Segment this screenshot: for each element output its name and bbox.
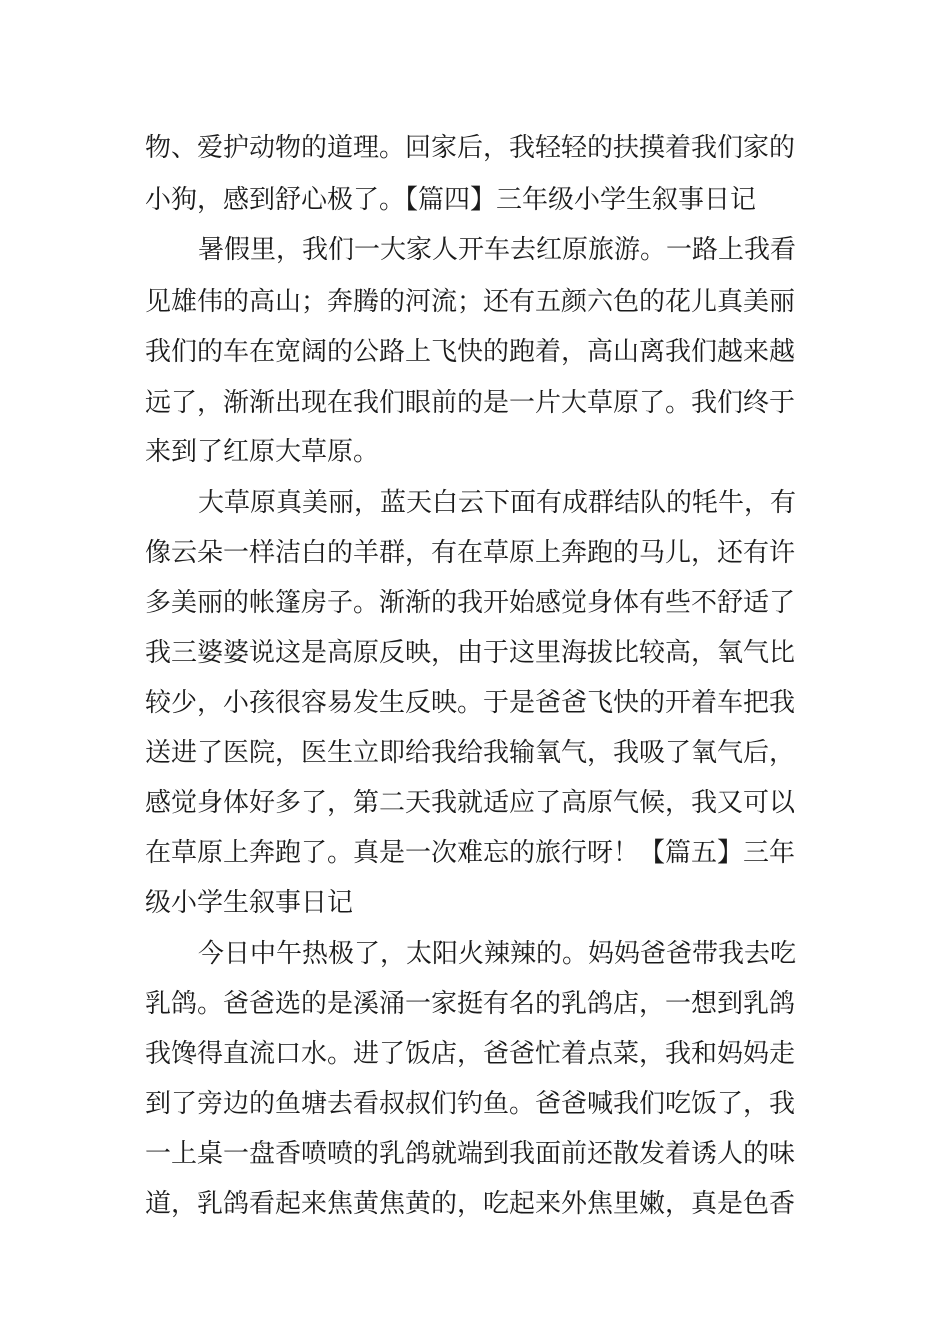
text-line: 多美丽的帐篷房子。渐渐的我开始感觉身体有些不舒适了 [145, 588, 796, 618]
text-line: 感觉身体好多了，第二天我就适应了高原气候，我又可以 [145, 788, 796, 818]
text-line: 我们的车在宽阔的公路上飞快的跑着，高山离我们越来越 [145, 337, 796, 367]
text-line: 来到了红原大草原。 [145, 437, 380, 467]
text-line: 道，乳鸽看起来焦黄焦黄的，吃起来外焦里嫩，真是色香 [145, 1189, 796, 1219]
text-line: 我三婆婆说这是高原反映，由于这里海拔比较高，氧气比 [145, 638, 796, 668]
text-line: 送进了医院，医生立即给我给我输氧气，我吸了氧气后， [145, 738, 796, 768]
text-line: 远了，渐渐出现在我们眼前的是一片大草原了。我们终于 [145, 388, 796, 418]
text-line: 级小学生叙事日记 [145, 888, 354, 918]
text-line: 到了旁边的鱼塘去看叔叔们钓鱼。爸爸喊我们吃饭了，我 [145, 1089, 796, 1119]
text-line: 较少，小孩很容易发生反映。于是爸爸飞快的开着车把我 [145, 688, 796, 718]
text-line: 见雄伟的高山；奔腾的河流；还有五颜六色的花儿真美丽 [145, 287, 796, 317]
text-line: 一上桌一盘香喷喷的乳鸽就端到我面前还散发着诱人的味 [145, 1139, 796, 1169]
text-line: 今日中午热极了，太阳火辣辣的。妈妈爸爸带我去吃 [198, 939, 797, 969]
text-line: 物、爱护动物的道理。回家后，我轻轻的扶摸着我们家的 [145, 133, 796, 163]
text-line: 小狗，感到舒心极了。【篇四】三年级小学生叙事日记 [145, 185, 757, 215]
text-line: 像云朵一样洁白的羊群，有在草原上奔跑的马儿，还有许 [145, 538, 796, 568]
text-line: 在草原上奔跑了。真是一次难忘的旅行呀！【篇五】三年 [145, 838, 796, 868]
text-line: 大草原真美丽，蓝天白云下面有成群结队的牦牛，有 [198, 488, 797, 518]
text-line: 我馋得直流口水。进了饭店，爸爸忙着点菜，我和妈妈走 [145, 1039, 796, 1069]
text-line: 暑假里，我们一大家人开车去红原旅游。一路上我看 [198, 235, 797, 265]
text-line: 乳鸽。爸爸选的是溪涌一家挺有名的乳鸽店，一想到乳鸽 [145, 989, 796, 1019]
